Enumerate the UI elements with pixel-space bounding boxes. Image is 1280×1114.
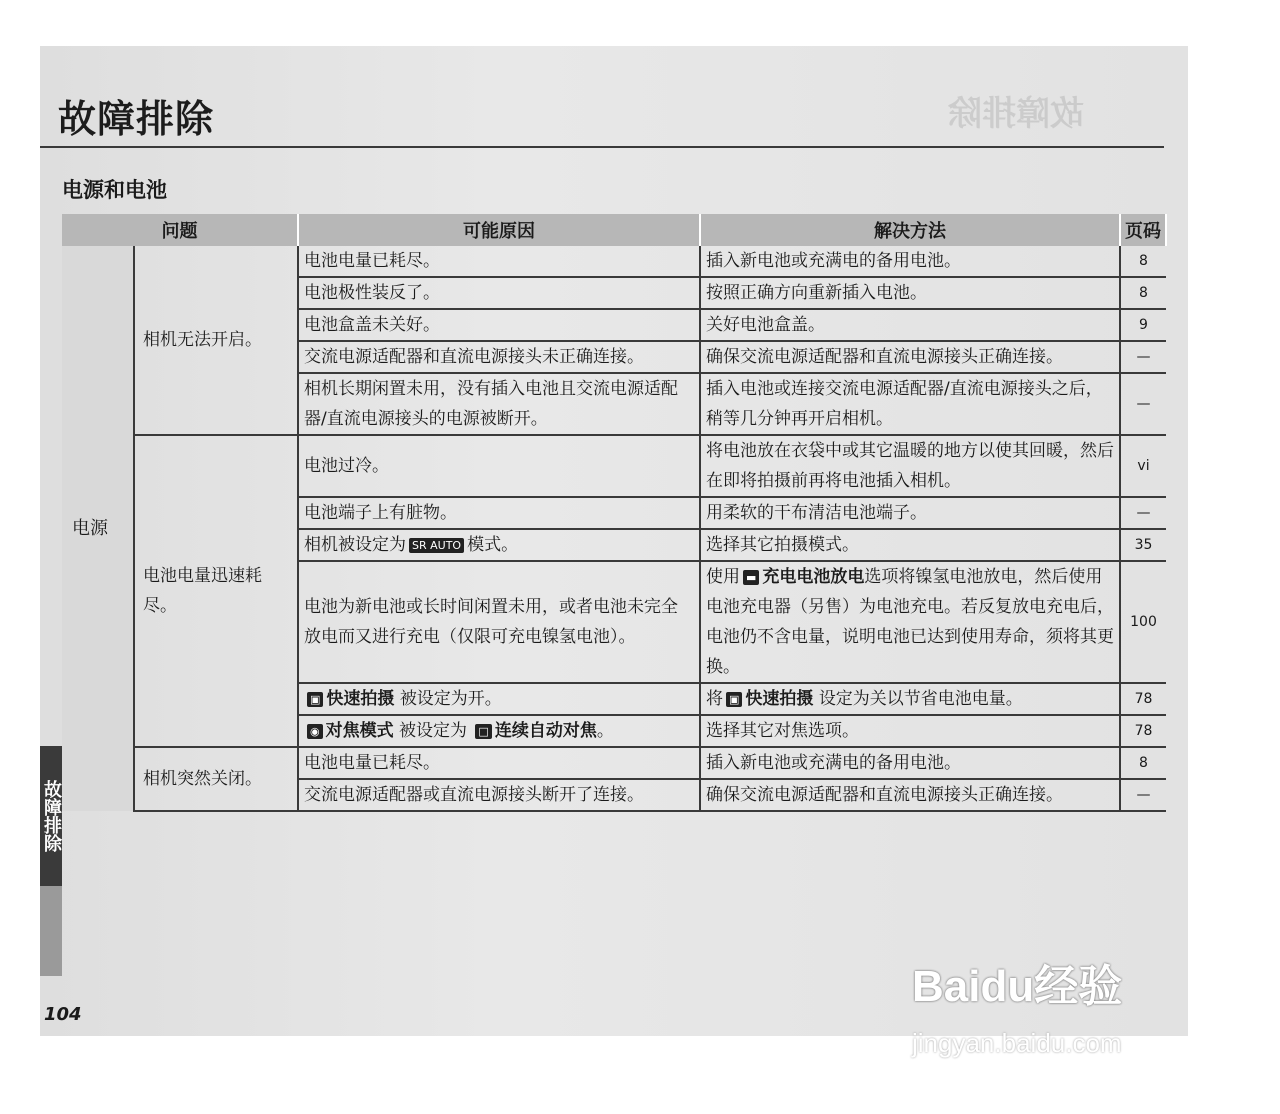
cause-cell: 电池为新电池或长时间闲置未用，或者电池未完全放电而又进行充电（仅限可充电镍氢电池）。 (298, 561, 700, 683)
solution-cell: 插入电池或连接交流电源适配器/直流电源接头之后，稍等几分钟再开启相机。 (700, 373, 1120, 435)
setup-menu-icon: ▣ (726, 692, 742, 707)
sr-auto-icon: SR AUTO (409, 538, 464, 553)
manual-page (40, 46, 1188, 1036)
cause-text: 模式。 (467, 535, 519, 555)
page-cell: — (1120, 373, 1166, 435)
solution-cell: 将电池放在衣袋中或其它温暖的地方以使其回暖，然后在即将拍摄前再将电池插入相机。 (700, 435, 1120, 497)
page-cell: — (1120, 497, 1166, 529)
cause-cell: 相机长期闲置未用，没有插入电池且交流电源适配器/直流电源接头的电源被断开。 (298, 373, 700, 435)
header-page: 页码 (1120, 214, 1166, 246)
page-cell: 78 (1120, 683, 1166, 715)
cause-cell: 电池电量已耗尽。 (298, 747, 700, 779)
solution-cell: 插入新电池或充满电的备用电池。 (700, 246, 1120, 277)
table-row (62, 747, 1166, 779)
solution-cell: 确保交流电源适配器和直流电源接头正确连接。 (700, 341, 1120, 373)
solution-cell: 插入新电池或充满电的备用电池。 (700, 747, 1120, 779)
page-cell: 8 (1120, 747, 1166, 779)
header-cause: 可能原因 (298, 214, 700, 246)
page-cell: 100 (1120, 561, 1166, 683)
page-cell: — (1120, 779, 1166, 811)
table-row (62, 435, 1166, 497)
continuous-af-icon: □ (475, 724, 491, 739)
solution-option: 充电电池放电 (762, 567, 865, 587)
cause-option: 连续自动对焦 (494, 721, 597, 741)
category-cell: 电源 (62, 246, 134, 811)
page-title: 故障排除 (58, 97, 215, 141)
page-cell: 9 (1120, 309, 1166, 341)
side-tab-marker (40, 886, 62, 976)
cause-cell (298, 683, 700, 715)
cause-text: 。 (596, 721, 614, 741)
watermark-logo: Baidu经验 (912, 962, 1123, 1011)
cause-cell (298, 529, 700, 561)
solution-cell: 选择其它对焦选项。 (700, 715, 1120, 747)
cause-cell: 电池盒盖未关好。 (298, 309, 700, 341)
solution-cell: 按照正确方向重新插入电池。 (700, 277, 1120, 309)
solution-text: 使用 (706, 567, 740, 587)
problem-cell: 电池电量迅速耗尽。 (134, 435, 298, 747)
solution-text: 选项将镍氢电池放电，然后使用电池充电器（另售）为电池充电。若反复放电充电后，电池仍不含电量，说明电池已达到使用寿命，须将其更换。 (706, 567, 1114, 677)
page-cell: 8 (1120, 277, 1166, 309)
section-heading: 电源和电池 (62, 178, 167, 202)
solution-cell: 用柔软的干布清洁电池端子。 (700, 497, 1120, 529)
watermark-url: jingyan.baidu.com (912, 1028, 1122, 1058)
table-header-row (62, 214, 1166, 246)
problem-cell: 相机无法开启。 (134, 246, 298, 435)
page-cell: vi (1120, 435, 1166, 497)
bleed-through-title: 故障排除 (948, 94, 1084, 134)
shooting-menu-icon: ◉ (307, 724, 323, 739)
page-cell: 8 (1120, 246, 1166, 277)
solution-text: 设定为关以节省电池电量。 (818, 689, 1023, 709)
table-row (62, 246, 1166, 277)
cause-cell: 电池端子上有脏物。 (298, 497, 700, 529)
cause-text: 被设定为开。 (399, 689, 502, 709)
cause-option: 对焦模式 (325, 721, 394, 741)
cause-cell (298, 715, 700, 747)
problem-cell: 相机突然关闭。 (134, 747, 298, 811)
cause-cell: 电池过冷。 (298, 435, 700, 497)
cause-text: 相机被设定为 (304, 535, 406, 555)
solution-cell (700, 683, 1120, 715)
page-cell: — (1120, 341, 1166, 373)
troubleshooting-table (62, 214, 1167, 812)
page-cell: 35 (1120, 529, 1166, 561)
chapter-side-tab: 故障排除 (40, 746, 62, 886)
solution-option: 快速拍摄 (745, 689, 814, 709)
solution-cell: 选择其它拍摄模式。 (700, 529, 1120, 561)
cause-text: 被设定为 (399, 721, 468, 741)
page-cell: 78 (1120, 715, 1166, 747)
solution-cell (700, 561, 1120, 683)
solution-cell: 确保交流电源适配器和直流电源接头正确连接。 (700, 779, 1120, 811)
page-number: 104 (44, 1004, 82, 1025)
menu-icon: ▬ (743, 570, 759, 585)
cause-cell: 交流电源适配器和直流电源接头未正确连接。 (298, 341, 700, 373)
cause-cell: 电池极性装反了。 (298, 277, 700, 309)
solution-text: 将 (706, 689, 723, 709)
solution-cell: 关好电池盒盖。 (700, 309, 1120, 341)
setup-menu-icon: ▣ (307, 692, 323, 707)
cause-cell: 电池电量已耗尽。 (298, 246, 700, 277)
header-problem: 问题 (62, 214, 298, 246)
header-solution: 解决方法 (700, 214, 1120, 246)
cause-cell: 交流电源适配器或直流电源接头断开了连接。 (298, 779, 700, 811)
cause-option: 快速拍摄 (326, 689, 395, 709)
title-divider (40, 146, 1164, 148)
